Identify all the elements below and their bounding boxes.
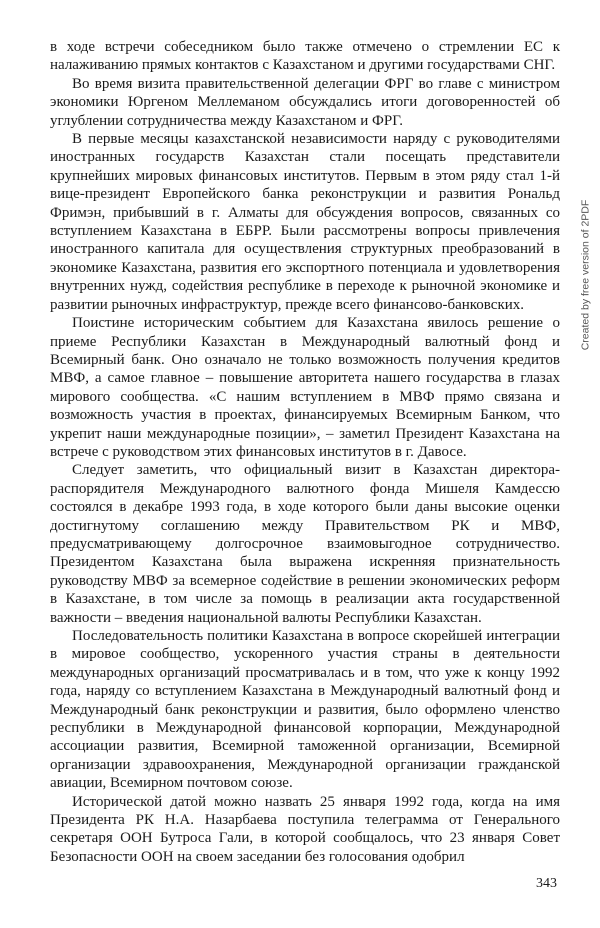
paragraph-camdessus-visit: Следует заметить, что официальный визит в Казахстан директора-распорядителя Международного валютного фонда Мишеля Камдессю состоялся в декабре 1993 года, в ходе которого были даны высокие оценки достигнутому соглашению между Правительством РК и МВФ, предусматривающему долгосрочное взаимовыгодное сотрудничество. Президентом Казахстана была выражена искренняя признательность руководству МВФ за всемерное содействие в решении экономических реформ в Казахстане, в том числе за помощь в реализации акта государственной важности – введения национальной валюты Республики Казахстан. xyxy=(50,462,560,626)
paragraph-un-telegram: Исторической датой можно назвать 25 января 1992 года, когда на имя Президента РК Н.А. Назарбаева поступила телеграмма от Генерального секретаря ООН Бутроса Гали, в которой сообщалось, что 23 января Совет Безопасности ООН на своем заседании без голосования одобрил xyxy=(50,793,560,865)
watermark-text: Created by free version of 2PDF xyxy=(579,199,592,351)
paragraph-integration-policy: Последовательность политики Казахстана в вопросе скорейшей интеграции в мировое сообщество, ускоренного участия страны в деятельности международных организаций просматривалась и в том, что уже к концу 1992 года, наряду со вступлением Казахстана в Международный валютный фонд и Международный банк реконструкции и развития, было оформлено членство республики в Международной финансовой корпорации, Международной ассоциации развития, Всемирной таможенной организации, Всемирной организации здравоохранения, Международной организации гражданской авиации, Всемирном почтовом союзе. xyxy=(50,628,560,792)
paragraph-frg-delegation: Во время визита правительственной делегации ФРГ во главе с министром экономики Юргеном Меллеманом обсуждались итоги договоренностей об углублении сотрудничества между Казахстаном и ФРГ. xyxy=(50,75,560,129)
side-watermark xyxy=(575,195,595,355)
paragraph-ebrd: В первые месяцы казахстанской независимости наряду с руководителями иностранных государств Казахстан стали посещать представители крупнейших мировых финансовых институтов. Первым в этом ряду стал 1-й вице-президент Европейского банка реконструкции и развития Рональд Фримэн, прибывший в г. Алматы для обсуждения вопросов, связанных со вступлением Казахстана в ЕБРР. Были рассмотрены вопросы привлечения иностранного капитала для осуществления структурных преобразований в экономике Казахстана, развития его экспортного потенциала и удовлетворения внутренних нужд, содействия республике в переходе к рыночной экономике и развитии рыночных инфраструктур, прежде всего финансово-банковских. xyxy=(50,131,560,313)
paragraph-imf-admission: Поистине историческим событием для Казахстана явилось решение о приеме Республики Казахстан в Международный валютный фонд и Всемирный банк. Оно означало не только возможность получения кредитов МВФ, а самое главное – повышение авторитета нашего государства в глазах мирового сообщества. «С нашим вступлением в МВФ прямо связана и возможность участия в проектах, финансируемых Всемирным Банком, что укрепит наши международные позиции», – заметил Президент Казахстана на встрече с руководством этих финансовых институтов в г. Давосе. xyxy=(50,315,560,460)
page-body xyxy=(50,38,560,866)
paragraph-eu-meeting: в ходе встречи собеседником было также отмечено о стремлении ЕС к налаживанию прямых контактов с Казахстаном и другими государствами СНГ. xyxy=(50,39,560,74)
page-number: 343 xyxy=(536,876,557,891)
